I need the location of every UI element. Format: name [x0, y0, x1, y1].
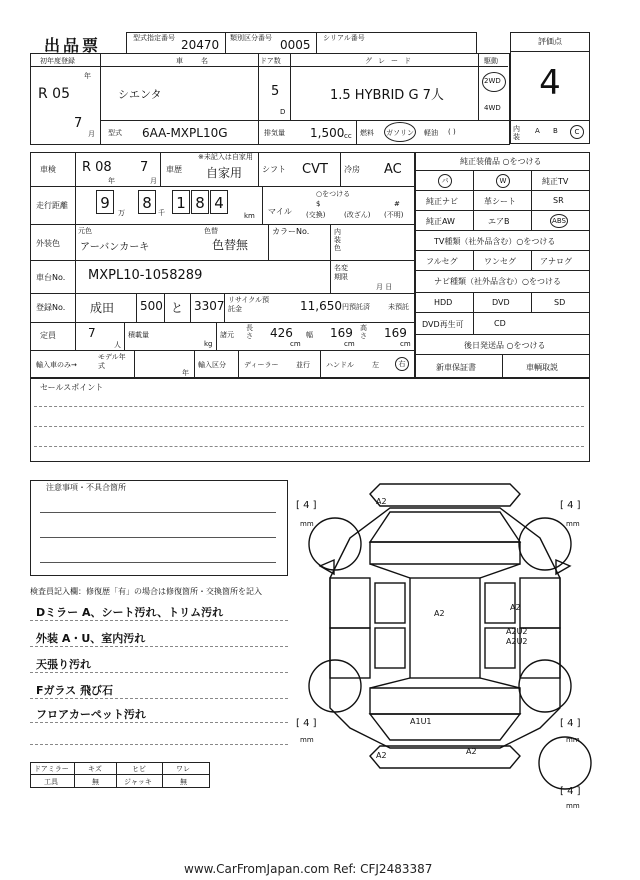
- tire-spare-value: [ 4 ]: [560, 786, 581, 797]
- mileage-label: 走行距離: [36, 201, 68, 210]
- equip-abs: ABS: [550, 214, 568, 228]
- equip-airbag: エアB: [488, 217, 510, 226]
- ext-color-label: 外装色: [36, 239, 60, 248]
- teiin-label: 定員: [40, 331, 56, 340]
- mileage-sen: 千: [158, 209, 165, 217]
- fuel-label: 燃料: [360, 129, 374, 137]
- teiin-value: 7: [88, 326, 96, 340]
- navi-hdd: HDD: [434, 298, 453, 307]
- hgt-value: 169: [384, 326, 407, 340]
- ac-value: AC: [384, 162, 402, 177]
- chassis-label: 車台No.: [36, 273, 66, 282]
- load-label: 積載量: [128, 331, 149, 339]
- later-warranty: 新車保証書: [436, 363, 476, 372]
- serial-box: [316, 32, 477, 54]
- note-line-4: Fガラス 飛び石: [36, 684, 114, 697]
- ac-label: 冷房: [344, 165, 360, 174]
- later-title: 後日発送品 ○をつける: [464, 341, 546, 350]
- reg-no: 3307: [194, 299, 225, 313]
- navi-dvd: DVD: [492, 298, 510, 307]
- interior-c: C: [570, 125, 584, 139]
- score-label: 評価点: [538, 37, 562, 46]
- legend-v2: 無: [92, 778, 99, 786]
- parallel: 並行: [296, 361, 310, 369]
- teiin-unit: 人: [114, 341, 121, 349]
- disp-value: 1,500: [310, 126, 345, 140]
- first-reg-month: 7: [74, 116, 83, 131]
- dealer: ディーラー: [244, 361, 279, 369]
- serial-label: シリアル番号: [323, 34, 365, 42]
- dims-label: 諸元: [220, 331, 234, 339]
- junsei-title: 純正装備品 ○をつける: [460, 157, 542, 166]
- doors-d: D: [280, 108, 286, 116]
- footer-ref: www.CarFromJapan.com Ref: CFJ2483387: [184, 862, 433, 876]
- tire-rl-unit: mm: [300, 736, 314, 744]
- shift-value: CVT: [302, 162, 328, 177]
- ruibetsu-box: [225, 32, 317, 54]
- mileage-digit-4: 8: [191, 190, 209, 214]
- legend-v4: 無: [180, 778, 187, 786]
- tire-fl-value: [ 4 ]: [296, 500, 317, 511]
- note-line-1: Dミラー A、シート汚れ、トリム汚れ: [36, 606, 224, 619]
- light-oil-paren: ( ): [448, 128, 456, 136]
- shaken-month: 7: [140, 160, 149, 175]
- sharp: #: [394, 200, 400, 208]
- meigi-date: 月 日: [376, 283, 393, 291]
- interior-a: A: [535, 127, 540, 135]
- mileage-digit-3: 1: [172, 190, 190, 214]
- tv-fullseg: フルセグ: [426, 257, 458, 266]
- len-cm: cm: [290, 340, 301, 348]
- mileage-tsukeru: ○をつける: [316, 190, 351, 198]
- fumei: (不明): [384, 211, 404, 219]
- koukan: (交換): [306, 211, 326, 219]
- legend-h1: ドアミラー: [34, 765, 69, 773]
- tire-rr-value: [ 4 ]: [560, 718, 581, 729]
- model-year-nen: 年: [182, 369, 189, 377]
- front-bumper: [370, 484, 520, 506]
- disp-label: 排気量: [264, 129, 285, 137]
- tire-rear-left: [309, 660, 361, 712]
- interior-b: B: [553, 127, 558, 135]
- tv-title: TV種類（社外品含む）○をつける: [434, 237, 556, 246]
- mark-roof: A2: [434, 609, 445, 618]
- ruibetsu-label: 類別区分番号: [230, 34, 272, 42]
- inspector-label: 検査員記入欄：修復歴「有」の場合は修復箇所・交換箇所を記入: [30, 587, 262, 596]
- rear-bumper: [370, 746, 520, 768]
- len-label: 長さ: [246, 324, 253, 340]
- tv-analog: アナログ: [540, 257, 572, 266]
- tire-front-right: [519, 518, 571, 570]
- car-name-label: 車名: [176, 57, 226, 65]
- note-line-5: フロアカーペット汚れ: [36, 708, 146, 721]
- reg-label: 登録No.: [36, 303, 66, 312]
- use-value: 自家用: [206, 166, 243, 180]
- tire-spare-unit: mm: [566, 802, 580, 808]
- car-name: シエンタ: [118, 88, 162, 101]
- equip-aw: 純正AW: [426, 217, 455, 226]
- tire-fr-unit: mm: [566, 520, 580, 528]
- mileage-km: km: [244, 212, 255, 220]
- sales-frame: [30, 378, 590, 462]
- interior-label: 内装: [513, 125, 520, 141]
- mileage-digit-2: 8: [138, 190, 156, 214]
- form-title: 出品票: [44, 36, 102, 55]
- reg-kana: と: [171, 301, 184, 315]
- wid-value: 169: [330, 326, 353, 340]
- iro-ban-label: 色替: [204, 227, 218, 235]
- handle-right: 右: [395, 357, 409, 371]
- doors-label: ドア数: [260, 57, 281, 65]
- shaken-value: R 08: [82, 160, 112, 175]
- tire-rl-value: [ 4 ]: [296, 718, 317, 729]
- legend-h2: キズ: [88, 765, 102, 773]
- fuel-value: ガソリン: [386, 129, 414, 137]
- model-label: 型式: [108, 129, 122, 137]
- mark-front-bumper: A2: [376, 497, 387, 506]
- hgt-cm: cm: [400, 340, 411, 348]
- navi-title: ナビ種類（社外品含む）○をつける: [434, 277, 561, 286]
- score-value: 4: [539, 63, 561, 103]
- model-year-label: モデル年式: [98, 353, 126, 370]
- tire-fl-unit: mm: [300, 520, 314, 528]
- mark-right-front-door: A2: [510, 603, 521, 612]
- load-kg: kg: [204, 340, 213, 348]
- meigi-label: 名変期限: [334, 264, 348, 281]
- mileage-digit-1: 9: [96, 190, 114, 214]
- recycle-label: リサイクル預託金: [228, 296, 270, 313]
- handle-label: ハンドル: [326, 361, 354, 369]
- ext-color-value: アーバンカーキ: [80, 242, 150, 253]
- navi-sd: SD: [554, 298, 566, 307]
- tire-front-left: [309, 518, 361, 570]
- mileage-digit-5: 4: [210, 190, 228, 214]
- reg-area: 成田: [90, 301, 115, 315]
- katashiki-label: 型式指定番号: [133, 34, 175, 42]
- recycle-note: 円預託済: [342, 303, 370, 311]
- mile-label: マイル: [268, 207, 292, 216]
- light-oil-label: 軽油: [424, 129, 438, 137]
- shaken-nen: 年: [108, 177, 115, 185]
- int-color-label: 内装色: [334, 228, 341, 252]
- mileage-man: 万: [118, 209, 125, 217]
- drive-label: 駆動: [484, 57, 498, 65]
- doors-value: 5: [271, 84, 280, 99]
- shift-label: シフト: [262, 165, 286, 174]
- color-no-label: カラーNo.: [272, 227, 310, 236]
- import-kubun: 輸入区分: [198, 361, 226, 369]
- tire-spare: [539, 737, 591, 789]
- wid-cm: cm: [344, 340, 355, 348]
- chassis-value: MXPL10-1058289: [88, 268, 203, 283]
- equip-pw: W: [496, 174, 510, 188]
- recycle-value: 11,650: [300, 299, 342, 313]
- tire-rr-unit: mm: [566, 736, 580, 744]
- navi-cd: CD: [494, 319, 506, 328]
- navi-dvd-play: DVD再生可: [422, 320, 464, 329]
- first-reg-nen: 年: [84, 72, 91, 80]
- legend-h4: ワレ: [176, 765, 190, 773]
- equip-tv: 純正TV: [542, 177, 569, 186]
- len-value: 426: [270, 326, 293, 340]
- model-value: 6AA-MXPL10G: [142, 126, 228, 140]
- first-reg-tsuki: 月: [88, 130, 95, 138]
- note-line-3: 天張り汚れ: [36, 658, 91, 671]
- sales-label: セールスポイント: [40, 383, 104, 392]
- caution-label: 注意事項・不具合箇所: [46, 483, 126, 492]
- drive-4wd: 4WD: [484, 104, 501, 112]
- reg-num: 500: [140, 299, 163, 313]
- first-reg-label: 初年度登録: [40, 57, 75, 65]
- equip-ps: パ: [438, 174, 452, 188]
- mark-rear-bumper-right: A2: [466, 747, 477, 756]
- tv-oneseg: ワンセグ: [484, 257, 516, 266]
- tire-rear-right: [519, 660, 571, 712]
- grade-value: 1.5 HYBRID G 7人: [330, 88, 444, 103]
- kaizan: (改ざん): [344, 211, 371, 219]
- equip-navi: 純正ナビ: [426, 197, 458, 206]
- shaken-tsuki: 月: [150, 177, 157, 185]
- car-diagram: [290, 478, 600, 808]
- mitaku: 未預託: [388, 303, 409, 311]
- later-manual: 車輌取説: [526, 363, 558, 372]
- ruibetsu-value: 0005: [280, 38, 311, 52]
- grade-label: グレード: [365, 57, 417, 65]
- dollar: $: [316, 200, 321, 208]
- legend-v3: ジャッキ: [124, 778, 152, 786]
- legend-v1: 工具: [44, 778, 58, 786]
- handle-left: 左: [372, 361, 379, 369]
- motoiro-label: 元色: [78, 227, 92, 235]
- katashiki-value: 20470: [181, 38, 220, 52]
- use-note: ※未記入は自家用: [198, 153, 253, 161]
- note-line-2: 外装 A・U、室内汚れ: [36, 632, 146, 645]
- hgt-label: 高さ: [360, 324, 367, 340]
- tire-fr-value: [ 4 ]: [560, 500, 581, 511]
- shaken-label: 車検: [40, 165, 56, 174]
- disp-cc: cc: [344, 132, 352, 140]
- import-label: 輸入車のみ→: [36, 361, 77, 369]
- iro-value: 色替無: [212, 238, 249, 252]
- mark-right-rear-door-1: A2U2: [506, 627, 528, 636]
- mark-rear-bumper-left: A2: [376, 751, 387, 760]
- equip-leather: 革シート: [484, 197, 516, 206]
- mark-right-rear-door-2: A2U2: [506, 637, 528, 646]
- use-label: 車歴: [166, 165, 182, 174]
- equip-sr: SR: [553, 196, 564, 205]
- katashiki-box: [126, 32, 226, 54]
- mark-rear-panel: A1U1: [410, 717, 432, 726]
- first-reg-era: R 05: [38, 86, 70, 102]
- wid-label: 幅: [306, 331, 313, 339]
- legend-h3: ヒビ: [132, 765, 146, 773]
- drive-2wd: 2WD: [484, 77, 501, 85]
